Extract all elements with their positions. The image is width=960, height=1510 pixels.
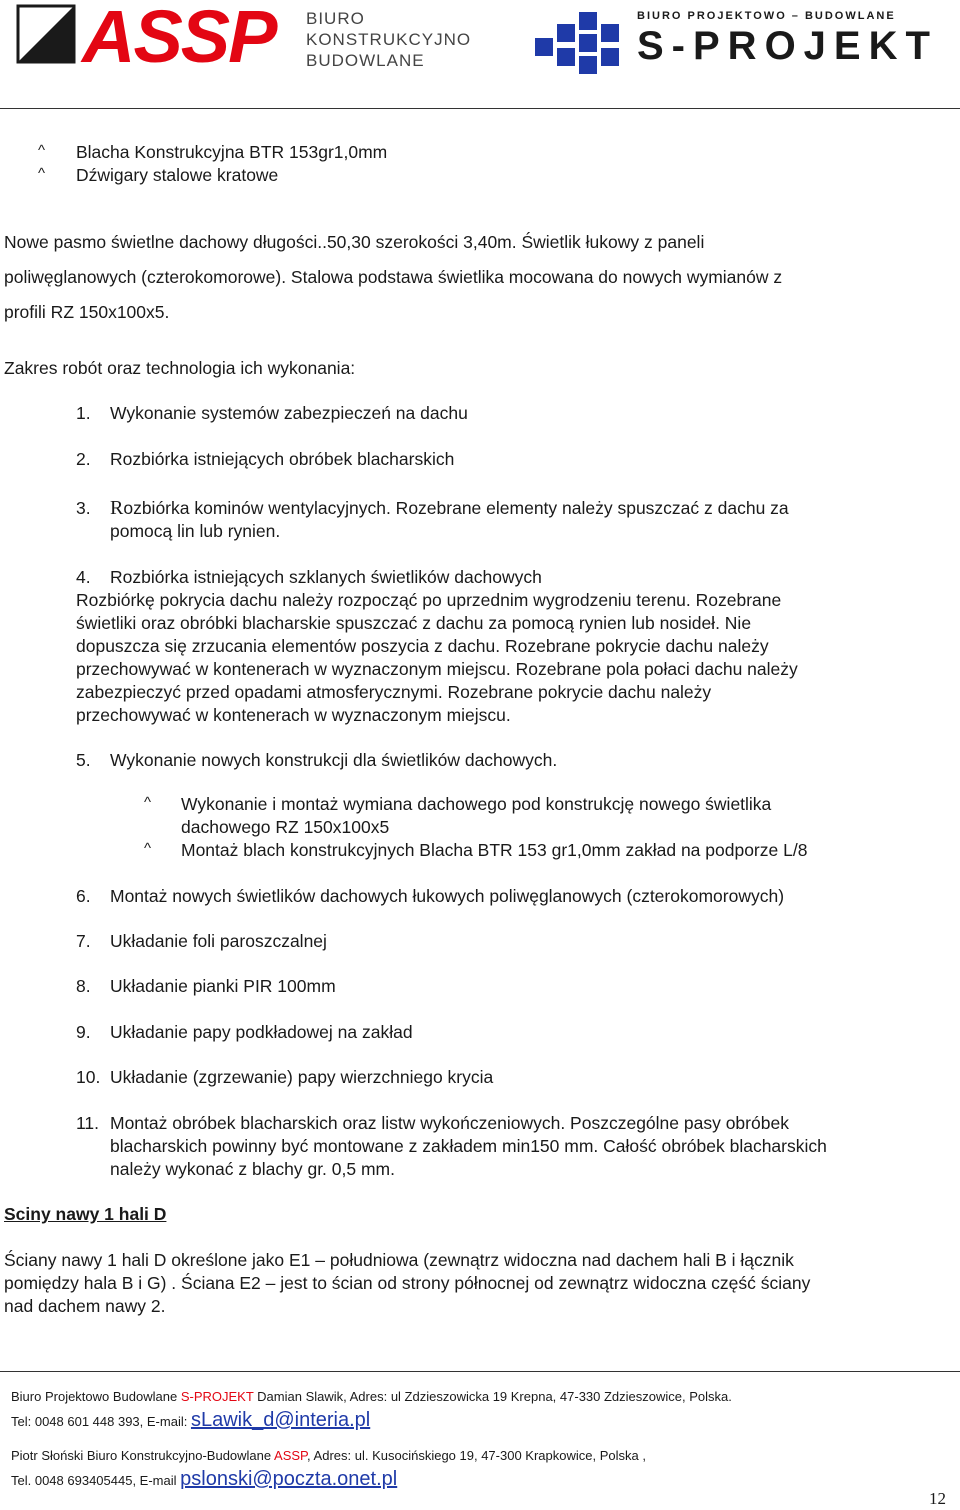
list-item-line: Montaż obróbek blacharskich oraz listw wykończeniowych. Poszczególne pasy obróbek xyxy=(110,1113,789,1133)
list-item: Układanie foli paroszczalnej xyxy=(110,931,327,951)
list-number: 3. xyxy=(76,498,91,518)
footer-text: Piotr Słoński Biuro Konstrukcyjno-Budowlane xyxy=(11,1448,275,1463)
sprojekt-logo-text: S-PROJEKT xyxy=(637,24,938,68)
list-number: 7. xyxy=(76,931,91,951)
list-item: Układanie (zgrzewanie) papy wierzchniego krycia xyxy=(110,1067,494,1087)
paragraph-line: nad dachem nawy 2. xyxy=(4,1296,166,1316)
list-item-line: pomocą lin lub rynien. xyxy=(110,521,281,541)
bullet-text: Dźwigary stalowe kratowe xyxy=(76,165,279,185)
list-number: 8. xyxy=(76,976,91,996)
paragraph-line: świetliki oraz obróbki blacharskie spuszczać z dachu za pomocą rynien lub nosideł. Nie xyxy=(76,613,752,633)
list-item xyxy=(110,497,789,520)
sprojekt-logo-icon xyxy=(535,8,631,76)
footer-text: Biuro Projektowo Budowlane xyxy=(11,1389,181,1404)
paragraph-line: poliwęglanowych (czterokomorowe). Stalowa podstawa świetlika mocowana do nowych wymianów z xyxy=(4,267,783,287)
list-item: Układanie pianki PIR 100mm xyxy=(110,976,336,996)
sub-bullet-line: Montaż blach konstrukcyjnych Blacha BTR 153 gr1,0mm zakład na podporze L/8 xyxy=(181,840,808,860)
paragraph-line: pomiędzy hala B i G) . Ściana E2 – jest to ścian od strony północnej od zewnątrz widoczna część ściany xyxy=(4,1273,811,1293)
list-number: 6. xyxy=(76,886,91,906)
caret-bullet-icon: ^ xyxy=(144,794,152,811)
list-item: Wykonanie systemów zabezpieczeń na dachu xyxy=(110,403,468,423)
section-heading: Sciny nawy 1 hali D xyxy=(4,1204,167,1224)
footer-text: Tel: 0048 601 448 393, E-mail: xyxy=(11,1414,191,1429)
footer-divider xyxy=(0,1371,960,1372)
paragraph-line: Rozbiórkę pokrycia dachu należy rozpocząć po uprzednim wygrodzeniu terenu. Rozebrane xyxy=(76,590,782,610)
list-number: 4. xyxy=(76,567,91,587)
footer-brand: ASSP xyxy=(274,1448,308,1463)
list-item: Montaż nowych świetlików dachowych łukowych poliwęglanowych (czterokomorowych) xyxy=(110,886,785,906)
assp-logo-icon xyxy=(16,4,76,64)
scope-heading: Zakres robót oraz technologia ich wykonania: xyxy=(4,358,356,378)
list-item-line: należy wykonać z blachy gr. 0,5 mm. xyxy=(110,1159,395,1179)
footer-line-contact-2 xyxy=(11,1468,397,1491)
paragraph-line: profili RZ 150x100x5. xyxy=(4,302,170,322)
list-item: Rozbiórka istniejących szklanych świetlików dachowych xyxy=(110,567,542,587)
list-item: Rozbiórka istniejących obróbek blacharskich xyxy=(110,449,455,469)
paragraph-line: Ściany nawy 1 hali D określone jako E1 – południowa (zewnątrz widoczna nad dachem hali B i łącznik xyxy=(4,1250,794,1270)
assp-logo-text: ASSP xyxy=(82,0,276,78)
list-item-initial: R xyxy=(110,497,124,519)
sub-bullet-line: dachowego RZ 150x100x5 xyxy=(181,817,390,837)
biuro-line: BIURO xyxy=(306,9,365,28)
list-item: Układanie papy podkładowej na zakład xyxy=(110,1022,413,1042)
list-item-line: blacharskich powinny być montowane z zakładem min150 mm. Całość obróbek blacharskich xyxy=(110,1136,827,1156)
email-link[interactable]: sLawik_d@interia.pl xyxy=(190,1409,371,1431)
footer-text: , Adres: ul. Kusocińskiego 19, 47-300 Krapkowice, Polska , xyxy=(307,1448,646,1463)
biuro-konstrukcyjno-label xyxy=(306,8,471,71)
paragraph-line: przechowywać w kontenerach w wyznaczonym miejscu. Rozebrane pola połaci dachu należy xyxy=(76,659,798,679)
page-number: 12 xyxy=(929,1489,946,1508)
paragraph-line: zabezpieczyć przed opadami atmosferycznymi. Rozebrane pokrycie dachu należy xyxy=(76,682,712,702)
biuro-line: BUDOWLANE xyxy=(306,51,425,70)
paragraph-line: przechowywać w kontenerach w wyznaczonym miejscu. xyxy=(76,705,511,725)
list-number: 10. xyxy=(76,1067,101,1087)
email-link[interactable]: pslonski@poczta.onet.pl xyxy=(180,1468,398,1490)
footer-text: Damian Slawik, Adres: ul Zdzieszowicka 19 Krepna, 47-330 Zdzieszowice, Polska. xyxy=(253,1389,732,1404)
footer-line-assp xyxy=(11,1448,646,1463)
sprojekt-tagline: BIURO PROJEKTOWO – BUDOWLANE xyxy=(637,10,896,22)
list-number: 1. xyxy=(76,403,91,423)
list-number: 9. xyxy=(76,1022,91,1042)
caret-bullet-icon: ^ xyxy=(38,142,46,159)
footer-text: Tel. 0048 693405445, E-mail xyxy=(11,1473,181,1488)
list-item-line: ozbiórka kominów wentylacyjnych. Rozebrane elementy należy spuszczać z dachu za xyxy=(123,498,789,518)
bullet-text: Blacha Konstrukcyjna BTR 153gr1,0mm xyxy=(76,142,388,162)
list-number: 2. xyxy=(76,449,91,469)
footer-line-contact-1 xyxy=(11,1409,370,1432)
paragraph-line: dopuszcza się zrzucania elementów poszycia z dachu. Rozebrane pokrycie dachu należy xyxy=(76,636,769,656)
list-number: 5. xyxy=(76,750,91,770)
list-number: 11. xyxy=(76,1113,100,1133)
header-divider xyxy=(0,108,960,109)
sub-bullet-line: Wykonanie i montaż wymiana dachowego pod konstrukcję nowego świetlika xyxy=(181,794,772,814)
list-item: Wykonanie nowych konstrukcji dla świetlików dachowych. xyxy=(110,750,558,770)
paragraph-line: Nowe pasmo świetlne dachowy długości..50,30 szerokości 3,40m. Świetlik łukowy z paneli xyxy=(4,232,705,252)
caret-bullet-icon: ^ xyxy=(38,165,46,182)
caret-bullet-icon: ^ xyxy=(144,840,152,857)
biuro-line: KONSTRUKCYJNO xyxy=(306,30,472,49)
footer-line-sprojekt xyxy=(11,1389,732,1404)
footer-brand: S-PROJEKT xyxy=(180,1389,254,1404)
